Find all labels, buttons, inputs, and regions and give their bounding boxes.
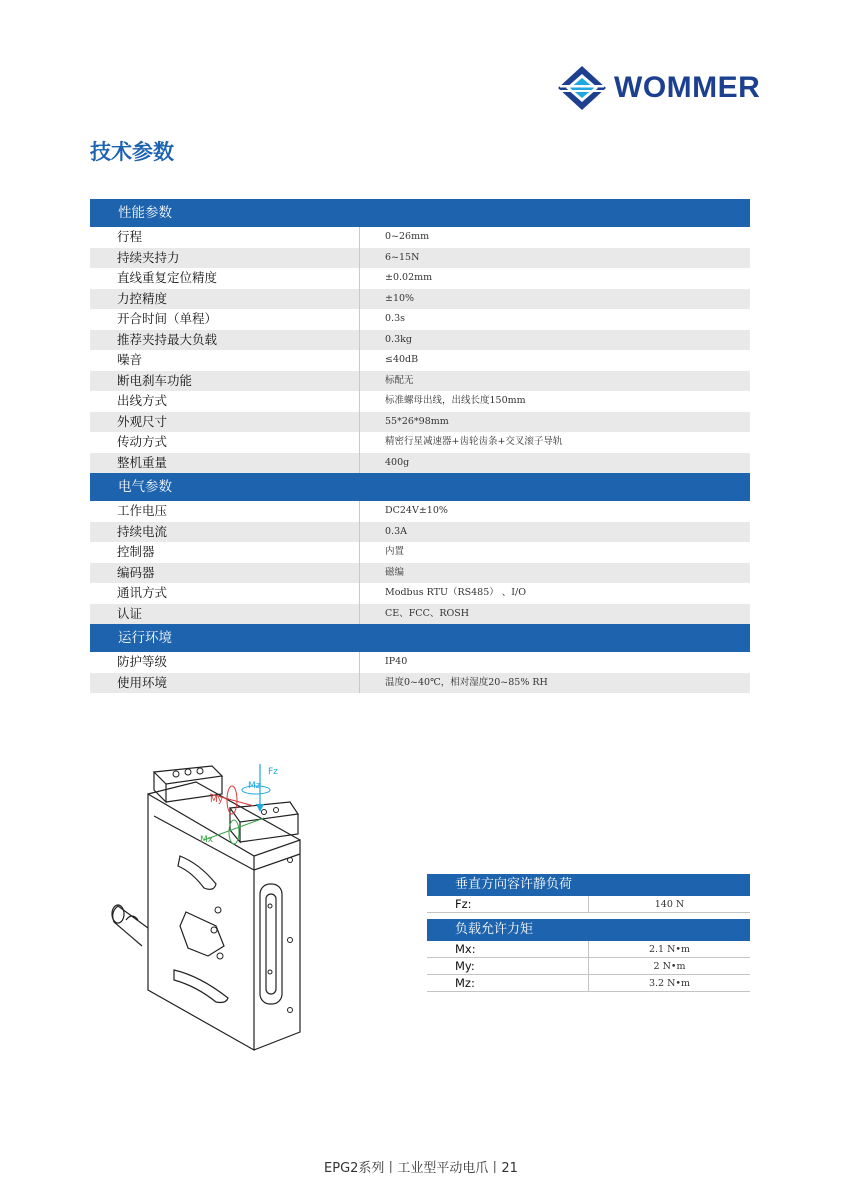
- spec-label: 整机重量: [90, 453, 360, 474]
- spec-label: 控制器: [90, 542, 360, 563]
- spec-row: [90, 453, 750, 474]
- static-load-header: 垂直方向容许静负荷: [427, 874, 750, 896]
- spec-value: 0.3A: [385, 525, 407, 537]
- spec-row: [90, 583, 750, 604]
- spec-label: 行程: [90, 227, 360, 248]
- spec-row: [90, 289, 750, 310]
- spec-value: CE、FCC、ROSH: [385, 607, 470, 619]
- spec-value: 温度0~40℃，相对湿度20~85% RH: [385, 676, 548, 688]
- my-label: My: [210, 795, 224, 805]
- spec-value: 6~15N: [385, 251, 420, 263]
- spec-value: 0.3s: [385, 313, 405, 324]
- gripper-figure: [104, 760, 314, 1060]
- spec-label: 断电刹车功能: [90, 371, 360, 392]
- spec-row: [90, 350, 750, 371]
- spec-value: ±10%: [385, 292, 415, 304]
- spec-value: 标准螺母出线，出线长度150mm: [385, 395, 526, 406]
- spec-label: 力控精度: [90, 289, 360, 310]
- spec-value: IP40: [385, 656, 408, 667]
- spec-row: [90, 673, 750, 694]
- load-row-mz: [427, 975, 750, 992]
- spec-row: [90, 652, 750, 673]
- spec-row: [90, 412, 750, 433]
- spec-row: [90, 542, 750, 563]
- spec-row: [90, 268, 750, 289]
- spec-value: 400g: [385, 456, 410, 468]
- section-header: 运行环境: [90, 624, 750, 652]
- spec-value: 内置: [385, 546, 405, 557]
- load-row-my: [427, 958, 750, 975]
- spec-label: 噪音: [90, 350, 360, 371]
- load-row-value: 3.2 N•m: [648, 978, 691, 989]
- load-row-value: 2 N•m: [653, 961, 686, 972]
- spec-row: [90, 563, 750, 584]
- spec-label: 通讯方式: [90, 583, 360, 604]
- spec-label: 推荐夹持最大负载: [90, 330, 360, 351]
- spec-value: 0.3kg: [385, 333, 412, 345]
- load-row-label: Mz:: [427, 975, 589, 991]
- brand-logo: [556, 64, 760, 112]
- load-row-label: Fz:: [427, 896, 589, 912]
- spec-value: 标配无: [385, 374, 414, 386]
- load-tables: [427, 874, 750, 992]
- spec-row: [90, 501, 750, 522]
- spec-label: 工作电压: [90, 501, 360, 522]
- spec-value: 0~26mm: [385, 231, 430, 242]
- spec-row: [90, 309, 750, 330]
- page-footer: EPG2系列丨工业型平动电爪丨21: [324, 1161, 518, 1176]
- spec-value: 精密行星减速器+齿轮齿条+交叉滚子导轨: [385, 436, 563, 447]
- spec-label: 持续电流: [90, 522, 360, 543]
- spec-value: DC24V±10%: [385, 505, 448, 516]
- load-row-label: Mx:: [427, 941, 589, 957]
- spec-value: 55*26*98mm: [385, 415, 449, 427]
- section-header: 电气参数: [90, 473, 750, 501]
- page-title: 技术参数: [90, 140, 174, 164]
- load-row-label: My:: [427, 958, 589, 974]
- spec-value: ≤40dB: [385, 354, 419, 365]
- spec-row: [90, 522, 750, 543]
- spec-row: [90, 391, 750, 412]
- spec-label: 认证: [90, 604, 360, 625]
- section-header: 性能参数: [90, 199, 750, 227]
- spec-label: 防护等级: [90, 652, 360, 673]
- load-row-value: 140 N: [654, 899, 685, 910]
- spec-row: [90, 330, 750, 351]
- spec-label: 传动方式: [90, 432, 360, 453]
- spec-label: 持续夹持力: [90, 248, 360, 269]
- load-row-value: 2.1 N•m: [648, 944, 691, 955]
- spec-table: [90, 199, 750, 693]
- spec-row: [90, 227, 750, 248]
- mx-label: Mx: [200, 835, 214, 845]
- load-row-fz: [427, 896, 750, 913]
- spec-label: 外观尺寸: [90, 412, 360, 433]
- spec-row: [90, 371, 750, 392]
- mz-label: Mz: [248, 781, 261, 791]
- spec-label: 出线方式: [90, 391, 360, 412]
- brand-name: WOMMER: [614, 71, 761, 104]
- spec-row: [90, 604, 750, 625]
- spec-value: ±0.02mm: [385, 272, 433, 283]
- load-row-mx: [427, 941, 750, 958]
- spec-value: Modbus RTU（RS485） 、I/O: [385, 587, 527, 598]
- spec-row: [90, 432, 750, 453]
- spec-label: 编码器: [90, 563, 360, 584]
- spec-label: 开合时间（单程）: [90, 309, 360, 330]
- fz-label: Fz: [268, 767, 278, 777]
- spec-label: 直线重复定位精度: [90, 268, 360, 289]
- spec-row: [90, 248, 750, 269]
- moment-load-header: 负载允许力矩: [427, 919, 750, 941]
- logo-mark-icon: [556, 64, 608, 112]
- spec-label: 使用环境: [90, 673, 360, 694]
- spec-value: 磁编: [385, 566, 405, 578]
